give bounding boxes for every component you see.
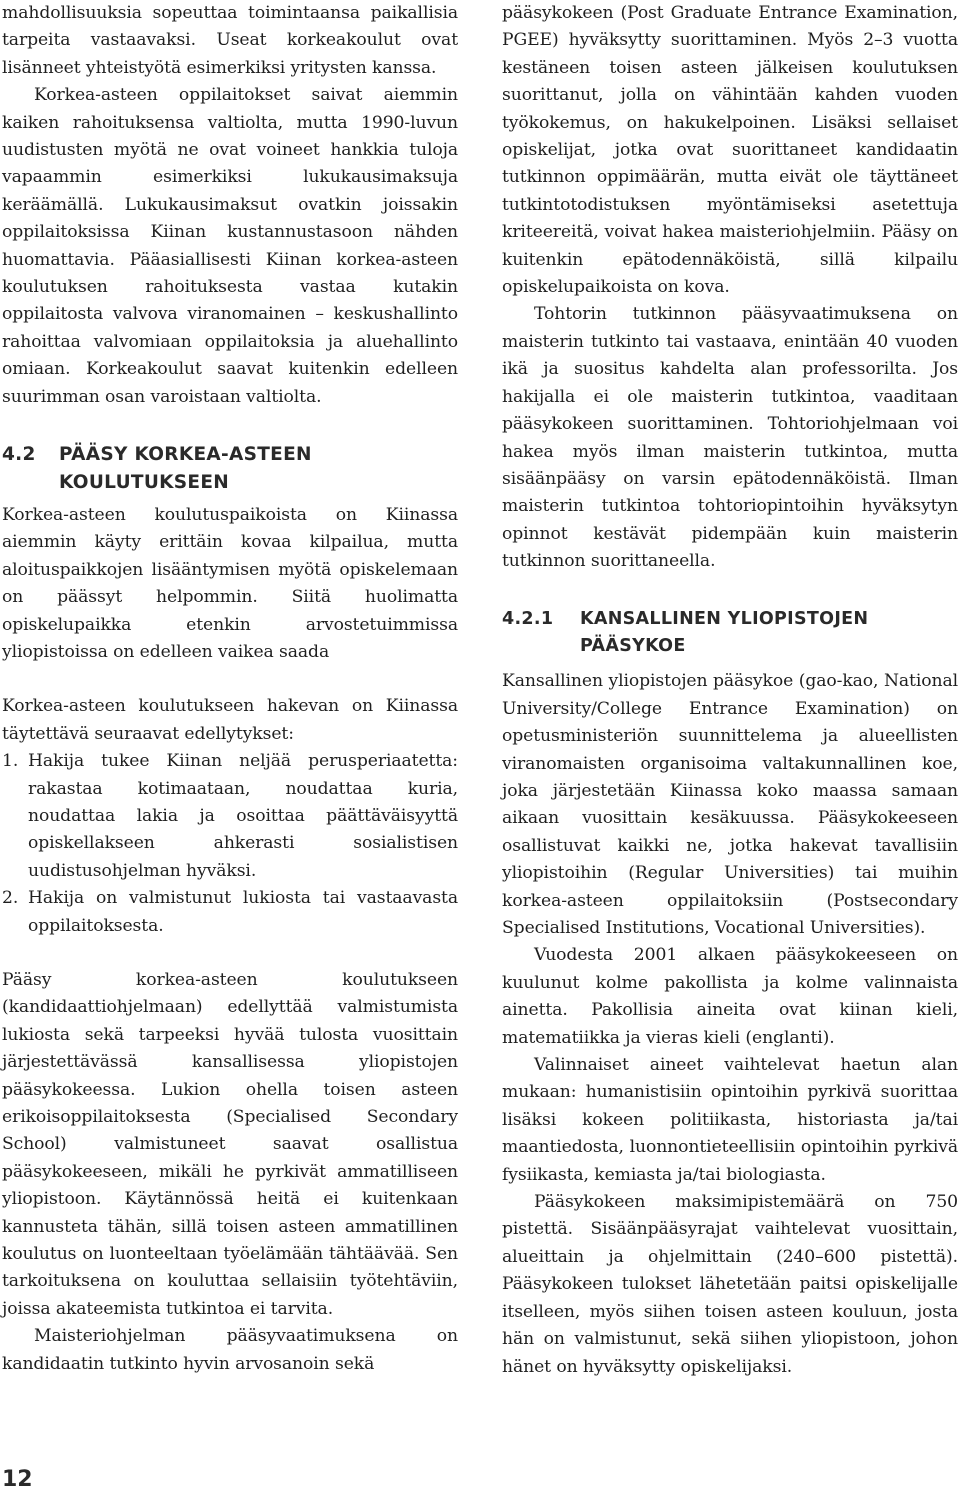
section-heading-4-2	[2, 441, 458, 496]
list-item	[2, 885, 458, 940]
section-title-line-1: PÄÄSY KORKEA-ASTEEN	[59, 444, 312, 466]
paragraph: Tohtorin tutkinnon pääsyvaatimuksena on maisterin tutkinto tai vastaava, enintään 40 vuoden ikä ja suositus kahdelta alan professorilta. Jos hakijalla ei ole maisterin tutkintoa, vaaditaan pääsykokeen suorittaminen. Tohtoriohjelmaan voi hakea myös ilman maisterin tutkintoa, mutta sisäänpääsy on varsin epätodennäköistä. Ilman maisterin tutkintoa tohtoriopintoihin hyväksytyn opinnot kestävät pidempään kuin maisterin tutkinnon suorittaneella.	[502, 304, 958, 572]
section-number: 4.2.1	[502, 608, 554, 629]
paragraph: Korkea-asteen koulutukseen hakevan on Kiinassa täytettävä seuraavat edellytykset:	[2, 696, 458, 744]
paragraph: Pääsy korkea-asteen koulutukseen (kandidaattiohjelmaan) edellyttää valmistumista lukiosta sekä tarpeeksi hyvää tulosta vuosittain järjestettävässä kansallisessa yliopistojen pääsykokeessa. Lukion ohella toisen asteen erikoisoppilaitoksesta (Specialised Secondary School) valmistuneet saavat osallistua pääsykokeeseen, mikäli he pyrkivät ammatilliseen yliopistoon. Käytännössä heitä ei kuitenkaan kannusteta tähän, sillä toisen asteen ammatillinen koulutus on luonteeltaan työelämään tähtäävää. Sen tarkoituksena on kouluttaa sellaisiin työtehtäviin, joissa akateemista tutkintoa ei tarvita.	[2, 970, 458, 1319]
paragraph: Pääsykokeen maksimipistemäärä on 750 pistettä. Sisäänpääsyrajat vaihtelevat vuosittain, alueittain ja ohjelmittain (240–600 pistettä). Pääsykokeen tulokset lähetetään paitsi opiskelijalle itselleen, myös siihen toisen asteen kouluun, josta hän on valmistunut, sekä siihen yliopistoon, johon hänet on hyväksytty opiskelijaksi.	[502, 1192, 958, 1377]
list-marker: 1.	[2, 751, 19, 772]
paragraph: Korkea-asteen koulutuspaikoista on Kiinassa aiemmin käyty erittäin kovaa kilpailua, mutta aloituspaikkojen lisääntymisen myötä opiskelemaan on päässyt helpommin. Siitä huolimatta opiskelupaikka etenkin arvostetuimmissa yliopistoissa on edelleen vaikea saada	[2, 504, 458, 662]
paragraph: mahdollisuuksia sopeuttaa toimintaansa paikallisia tarpeita vastaavaksi. Useat korkeakoulut ovat lisänneet yhteistyötä esimerkiksi yritysten kanssa.	[2, 3, 458, 78]
section-title-line-2: PÄÄSYKOE	[580, 635, 686, 656]
paragraph: Maisteriohjelman pääsyvaatimuksena on kandidaatin tutkinto hyvin arvosanoin sekä	[2, 1326, 458, 1374]
paragraph: Vuodesta 2001 alkaen pääsykokeeseen on kuulunut kolme pakollista ja kolme valinnaista ainetta. Pakollisia aineita ovat kiinan kieli, matematiikka ja vieras kieli (englanti).	[502, 945, 958, 1048]
paragraph: Korkea-asteen oppilaitokset saivat aiemmin kaiken rahoituksensa valtiolta, mutta 1990-luvun uudistusten myötä ne ovat voineet hankkia tuloja vapaammin esimerkiksi lukukausimaksuja keräämällä. Lukukausimaksut ovatkin joissakin oppilaitoksissa Kiinan kustannustasoon nähden huomattavia. Pääasiallisesti Kiinan korkea-asteen koulutuksen rahoituksesta vastaa kutakin oppilaitosta valvova viranomainen – keskushallinto rahoittaa valvomiaan oppilaitoksia ja aluehallinto omiaan. Korkeakoulut saavat kuitenkin edelleen suurimman osan varoistaan valtiolta.	[2, 85, 458, 407]
paragraph: Kansallinen yliopistojen pääsykoe (gao-kao, National University/College Entrance Examination) on opetusministeriön suunnittelema ja alueellisten viranomaisten organisoima valtakunnallinen koe, joka järjestetään Kiinassa koko maassa samaan aikaan vuosittain kesäkuussa. Pääsykokeeseen osallistuvat kaikki ne, jotka hakevat tavallisiin yliopistoihin (Regular Universities) tai muihin korkea-asteen oppilaitoksiin (Postsecondary Specialised Institutions, Vocational Universities).	[502, 671, 958, 938]
section-heading-4-2-1	[502, 606, 958, 661]
list-item-text: Hakija tukee Kiinan neljää perusperiaatetta: rakastaa kotimaataan, noudattaa kuria, noudattaa lakia ja osoittaa päättäväisyyttä opiskellakseen ahkerasti sosialistisen uudistusohjelman hyväksi.	[28, 751, 458, 881]
requirements-list	[2, 748, 458, 940]
section-title-line-1: KANSALLINEN YLIOPISTOJEN	[580, 608, 869, 629]
page-number: 12	[2, 1467, 33, 1492]
paragraph: Valinnaiset aineet vaihtelevat haetun alan mukaan: humanistisiin opintoihin pyrkivä suorittaa lisäksi kokeen politiikasta, historiasta ja/tai maantiedosta, luonnontieteellisiin opintoihin pyrkivä fysiikasta, kemiasta ja/tai biologiasta.	[502, 1055, 958, 1185]
list-marker: 2.	[2, 888, 19, 909]
list-item	[2, 748, 458, 885]
right-column	[502, 0, 958, 1381]
left-column	[2, 0, 458, 1378]
list-item-text: Hakija on valmistunut lukiosta tai vastaavasta oppilaitoksesta.	[28, 888, 458, 936]
section-number: 4.2	[2, 444, 36, 466]
section-title-line-2: KOULUTUKSEEN	[59, 471, 230, 493]
paragraph: pääsykokeen (Post Graduate Entrance Examination, PGEE) hyväksytty suorittaminen. Myös 2–3 vuotta kestäneen toisen asteen jälkeisen koulutuksen suorittanut, jolla on vähintään kahden vuoden työkokemus, on hakukelpoinen. Lisäksi sellaiset opiskelijat, jotka ovat suorittaneet kandidaatin tutkinnon oppimäärän, mutta eivät ole täyttäneet tutkintotodistuksen myöntämiseksi asetettuja kriteereitä, voivat hakea maisteriohjelmiin. Pääsy on kuitenkin epätodennäköistä, sillä kilpailu opiskelupaikoista on kova.	[502, 3, 958, 298]
